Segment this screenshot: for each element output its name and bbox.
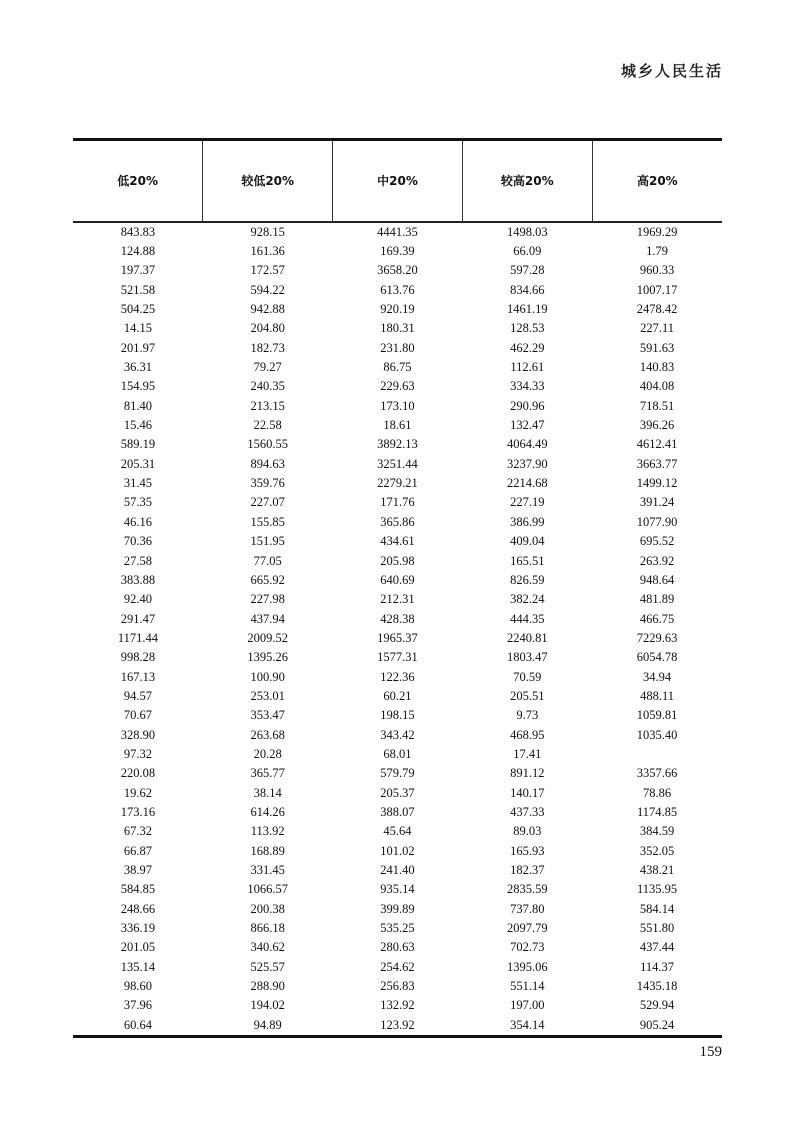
table-cell: 78.86 [643,785,672,800]
table-cell: 462.29 [510,340,545,355]
table-cell: 437.94 [250,611,285,626]
table-cell: 151.95 [250,534,285,549]
table-cell: 7229.63 [636,630,678,645]
column-header-lower-20: 较低20% [203,140,333,222]
table-cell: 79.27 [253,360,282,375]
table-cell: 263.68 [250,727,285,742]
table-cell: 60.64 [73,1016,203,1037]
table-cell: 382.24 [510,592,545,607]
running-header: 城乡人民生活 [620,62,723,80]
table-cell: 140.17 [510,785,545,800]
table-cell: 38.97 [123,863,152,878]
table-cell: 948.64 [639,572,675,587]
table-cell: 113.92 [250,824,285,839]
table-cell: 2009.52 [247,630,288,645]
table-cell: 504.25 [120,302,156,317]
table-cell: 1059.81 [636,708,678,723]
table-row [73,319,722,338]
table-cell: 1007.17 [636,282,678,297]
table-cell: 920.19 [380,302,415,317]
column-header-high-20: 高20% [592,140,722,222]
table-cell: 1395.06 [506,959,548,974]
table-row [73,474,722,493]
table-cell: 551.14 [510,979,545,994]
table-cell: 213.15 [250,398,285,413]
table-cell: 3892.13 [377,437,418,452]
table-row [73,938,722,957]
table-row [73,590,722,609]
table-cell: 640.69 [380,572,415,587]
table-row [73,281,722,300]
table-cell: 826.59 [510,572,545,587]
table-cell: 132.47 [510,418,545,433]
table-cell: 263.92 [639,553,675,568]
table-cell: 1395.26 [247,650,288,665]
table-cell: 1.79 [646,244,669,259]
table-cell: 584.85 [120,882,156,897]
table-cell: 227.98 [250,592,285,607]
table-cell: 960.33 [639,263,675,278]
table-row [73,222,722,242]
table-row [73,551,722,570]
page-number: 159 [699,1044,722,1060]
table-cell: 155.85 [250,514,285,529]
table-cell: 112.61 [510,360,545,375]
table-cell: 122.36 [380,669,415,684]
table-cell: 894.63 [250,456,285,471]
table-row [73,397,722,416]
table-cell: 352.05 [639,843,675,858]
table-row [73,667,722,686]
table-row [73,513,722,532]
table-row [73,900,722,919]
table-cell: 737.80 [510,901,545,916]
table-cell: 594.22 [250,282,285,297]
table-cell: 2097.79 [506,921,548,936]
table-cell: 386.99 [510,514,545,529]
table-cell: 404.08 [639,379,675,394]
table-cell: 89.03 [513,824,542,839]
table-row [73,416,722,435]
table-cell: 204.80 [250,321,285,336]
table-cell: 4441.35 [377,224,418,239]
table-row [73,493,722,512]
table-row [73,977,722,996]
table-row [73,745,722,764]
table-cell: 1965.37 [377,630,418,645]
table-cell: 843.83 [120,224,156,239]
table-cell: 36.31 [123,360,152,375]
table-cell: 3658.20 [377,263,418,278]
data-table-container [73,138,722,1038]
table-cell: 614.26 [250,804,285,819]
table-row [73,261,722,280]
table-cell: 998.28 [120,650,156,665]
table-cell: 60.21 [383,688,412,703]
table-row [73,571,722,590]
table-cell: 3663.77 [636,456,678,471]
table-cell: 205.98 [380,553,415,568]
table-cell: 365.77 [250,766,285,781]
table-cell: 241.40 [380,863,415,878]
table-cell: 353.47 [250,708,285,723]
table-cell: 613.76 [380,282,415,297]
table-cell: 20.28 [253,746,282,761]
table-cell: 34.94 [643,669,672,684]
table-cell: 27.58 [123,553,152,568]
table-cell: 354.14 [462,1016,592,1037]
table-cell: 718.51 [639,398,675,413]
column-header-upper-20: 较高20% [462,140,592,222]
table-cell: 2279.21 [377,476,418,491]
table-cell: 1577.31 [377,650,418,665]
column-header-middle-20: 中20% [333,140,463,222]
table-cell: 1174.85 [637,804,678,819]
table-cell: 488.11 [640,688,675,703]
table-cell: 66.87 [123,843,152,858]
table-cell: 529.94 [639,998,675,1013]
table-cell: 428.38 [380,611,415,626]
table-cell: 399.89 [380,901,415,916]
table-cell: 1560.55 [247,437,288,452]
table-cell: 4612.41 [636,437,678,452]
table-cell: 1461.19 [506,302,548,317]
table-row [73,609,722,628]
table-cell: 891.12 [510,766,545,781]
table-cell: 205.51 [510,688,545,703]
table-cell: 67.32 [123,824,152,839]
table-cell: 438.21 [639,863,675,878]
table-cell: 291.47 [120,611,156,626]
table-cell: 466.75 [639,611,675,626]
table-cell: 935.14 [380,882,415,897]
table-row [73,629,722,648]
table-cell: 201.97 [120,340,156,355]
table-cell: 4064.49 [506,437,548,452]
table-cell: 198.15 [380,708,415,723]
table-cell: 124.88 [120,244,156,259]
table-cell: 437.44 [639,940,675,955]
table-row [73,377,722,396]
table-cell: 212.31 [380,592,415,607]
income-quintile-table [73,138,722,1038]
table-cell: 31.45 [123,476,152,491]
table-cell: 38.14 [253,785,282,800]
table-cell: 182.37 [510,863,545,878]
table-cell: 100.90 [250,669,285,684]
table-cell: 98.60 [123,979,152,994]
table-cell: 290.96 [510,398,545,413]
table-cell: 135.14 [120,959,156,974]
table-cell: 551.80 [639,921,675,936]
table-cell: 57.35 [123,495,152,510]
table-cell: 194.02 [250,998,285,1013]
table-cell: 140.83 [639,360,675,375]
table-cell: 1035.40 [636,727,678,742]
table-cell: 340.62 [250,940,285,955]
table-cell: 288.90 [250,979,285,994]
table-cell: 584.14 [639,901,675,916]
table-cell: 343.42 [380,727,415,742]
table-cell: 1435.18 [636,979,678,994]
table-row [73,435,722,454]
table-row [73,455,722,474]
table-cell: 589.19 [120,437,156,452]
table-cell: 468.95 [510,727,545,742]
table-cell: 17.41 [513,746,542,761]
table-cell: 6054.78 [636,650,678,665]
table-cell: 248.66 [120,901,156,916]
table-cell: 14.15 [123,321,152,336]
table-cell: 384.59 [639,824,675,839]
table-cell: 383.88 [120,572,156,587]
table-cell: 9.73 [516,708,539,723]
table-cell: 334.33 [510,379,545,394]
table-row [73,300,722,319]
table-cell: 70.36 [123,534,152,549]
table-cell: 97.32 [123,746,152,761]
table-row [73,358,722,377]
table-cell: 391.24 [639,495,675,510]
table-row [73,687,722,706]
table-cell: 695.52 [639,534,675,549]
table-cell: 167.13 [120,669,156,684]
table-cell: 168.89 [250,843,285,858]
table-row [73,842,722,861]
table-cell: 22.58 [253,418,282,433]
table-cell [592,745,722,764]
table-cell: 1499.12 [636,476,678,491]
table-row [73,861,722,880]
table-cell: 229.63 [380,379,415,394]
table-cell: 227.19 [510,495,545,510]
table-cell: 123.92 [333,1016,463,1037]
table-row [73,648,722,667]
table-cell: 200.38 [250,901,285,916]
table-cell: 171.76 [380,495,415,510]
table-row [73,996,722,1015]
table-cell: 331.45 [250,863,285,878]
table-cell: 173.16 [120,804,156,819]
table-cell: 94.89 [203,1016,333,1037]
table-cell: 128.53 [510,321,545,336]
table-row [73,1016,722,1037]
table-cell: 180.31 [380,321,415,336]
table-cell: 1498.03 [506,224,548,239]
table-cell: 68.01 [383,746,412,761]
table-cell: 444.35 [510,611,545,626]
table-cell: 591.63 [639,340,675,355]
table-row [73,242,722,261]
table-cell: 15.46 [123,418,152,433]
table-cell: 172.57 [250,263,285,278]
table-row [73,822,722,841]
table-cell: 231.80 [380,340,415,355]
table-cell: 359.76 [250,476,285,491]
table-cell: 3357.66 [636,766,678,781]
table-cell: 1135.95 [637,882,678,897]
table-cell: 866.18 [250,921,285,936]
table-cell: 535.25 [380,921,415,936]
table-cell: 365.86 [380,514,415,529]
table-cell: 396.26 [639,418,675,433]
table-cell: 597.28 [510,263,545,278]
table-row [73,958,722,977]
table-cell: 81.40 [123,398,152,413]
table-cell: 665.92 [250,572,285,587]
table-cell: 905.24 [592,1016,722,1037]
table-cell: 182.73 [250,340,285,355]
table-cell: 240.35 [250,379,285,394]
table-cell: 2478.42 [636,302,678,317]
table-cell: 834.66 [510,282,545,297]
table-cell: 101.02 [380,843,415,858]
table-cell: 2835.59 [506,882,548,897]
table-cell: 165.93 [510,843,545,858]
table-cell: 434.61 [380,534,415,549]
table-cell: 92.40 [123,592,152,607]
table-row [73,339,722,358]
table-cell: 45.64 [383,824,412,839]
table-cell: 579.79 [380,766,415,781]
table-cell: 161.36 [250,244,285,259]
table-row [73,919,722,938]
table-row [73,725,722,744]
table-row [73,783,722,802]
table-cell: 280.63 [380,940,415,955]
table-cell: 227.07 [250,495,285,510]
table-cell: 94.57 [123,688,152,703]
table-cell: 388.07 [380,804,415,819]
table-cell: 154.95 [120,379,156,394]
table-row [73,803,722,822]
table-cell: 256.83 [380,979,415,994]
table-cell: 70.59 [513,669,542,684]
table-cell: 201.05 [120,940,156,955]
table-cell: 3237.90 [506,456,548,471]
table-cell: 197.00 [510,998,545,1013]
table-cell: 37.96 [123,998,152,1013]
table-cell: 928.15 [250,224,285,239]
table-cell: 409.04 [510,534,545,549]
table-body [73,222,722,1037]
table-cell: 227.11 [640,321,675,336]
table-cell: 1171.44 [117,630,158,645]
table-cell: 942.88 [250,302,285,317]
table-row [73,532,722,551]
table-cell: 521.58 [120,282,156,297]
table-cell: 18.61 [383,418,412,433]
table-cell: 2240.81 [506,630,548,645]
table-row [73,706,722,725]
table-cell: 86.75 [383,360,412,375]
table-row [73,880,722,899]
table-cell: 205.37 [380,785,415,800]
table-cell: 481.89 [639,592,675,607]
table-cell: 220.08 [120,766,156,781]
table-cell: 46.16 [123,514,152,529]
table-cell: 702.73 [510,940,545,955]
table-cell: 165.51 [510,553,545,568]
table-cell: 197.37 [120,263,156,278]
table-cell: 19.62 [123,785,152,800]
table-cell: 328.90 [120,727,156,742]
table-cell: 66.09 [513,244,542,259]
table-cell: 77.05 [253,553,282,568]
table-cell: 132.92 [380,998,415,1013]
table-cell: 1077.90 [636,514,678,529]
table-cell: 525.57 [250,959,285,974]
table-cell: 3251.44 [377,456,418,471]
table-cell: 1969.29 [636,224,678,239]
table-cell: 70.67 [123,708,152,723]
table-cell: 254.62 [380,959,415,974]
column-header-low-20: 低20% [73,140,203,222]
table-cell: 169.39 [380,244,415,259]
table-cell: 336.19 [120,921,156,936]
table-cell: 253.01 [250,688,285,703]
table-header-row [73,140,722,222]
table-cell: 114.37 [640,959,675,974]
table-cell: 1803.47 [506,650,548,665]
table-cell: 2214.68 [506,476,548,491]
table-cell: 205.31 [120,456,156,471]
table-cell: 437.33 [510,804,545,819]
table-cell: 173.10 [380,398,415,413]
table-row [73,764,722,783]
table-cell: 1066.57 [247,882,288,897]
